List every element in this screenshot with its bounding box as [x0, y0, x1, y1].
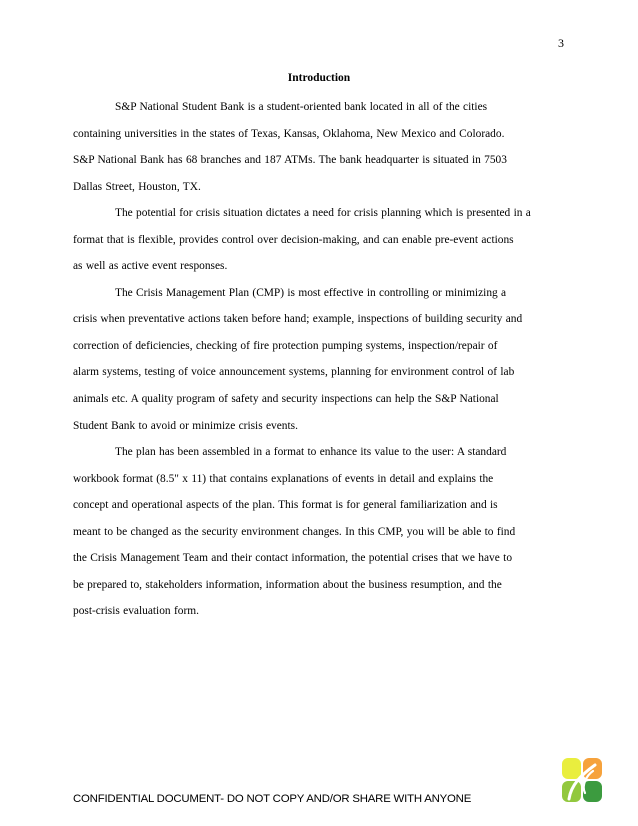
body-text: [73, 94, 565, 625]
text-line: meant to be changed as the security environment changes. In this CMP, you will be able to find: [73, 525, 516, 538]
text-line: The plan has been assembled in a format to enhance its value to the user: A standard: [115, 446, 507, 459]
logo-square-yellow: [562, 758, 581, 779]
text-line: alarm systems, testing of voice announcement systems, planning for environment control of lab: [73, 366, 515, 379]
text-line: Dallas Street, Houston, TX.: [73, 180, 201, 193]
text-line: correction of deficiencies, checking of fire protection pumping systems, inspection/repair of: [73, 339, 498, 352]
text-line: crisis when preventative actions taken before hand; example, inspections of building security and: [73, 313, 523, 326]
confidential-footer: CONFIDENTIAL DOCUMENT- DO NOT COPY AND/OR SHARE WITH ANYONE: [73, 793, 472, 805]
text-line: The potential for crisis situation dictates a need for crisis planning which is presented in a: [115, 207, 531, 220]
text-line: the Crisis Management Team and their contact information, the potential crises that we have to: [73, 552, 513, 565]
text-line: workbook format (8.5" x 11) that contains explanations of events in detail and explains the: [73, 472, 494, 485]
page-number: 3: [558, 36, 564, 50]
text-line: be prepared to, stakeholders information, information about the business resumption, and the: [73, 578, 502, 591]
text-line: S&P National Bank has 68 branches and 187 ATMs. The bank headquarter is situated in 7503: [73, 154, 507, 167]
text-line: post-crisis evaluation form.: [73, 605, 199, 618]
text-line: as well as active event responses.: [73, 260, 228, 273]
text-line: containing universities in the states of Texas, Kansas, Oklahoma, New Mexico and Colorado.: [73, 127, 505, 140]
text-line: animals etc. A quality program of safety and security inspections can help the S&P National: [73, 393, 499, 406]
text-line: concept and operational aspects of the plan. This format is for general familiarization and is: [73, 499, 498, 512]
leaf-logo-icon: [561, 757, 603, 803]
text-line: The Crisis Management Plan (CMP) is most effective in controlling or minimizing a: [115, 286, 507, 299]
text-line: Student Bank to avoid or minimize crisis events.: [73, 419, 298, 432]
section-title: Introduction: [287, 72, 351, 84]
logo-square-green: [583, 781, 602, 802]
text-line: format that is flexible, provides control over decision-making, and can enable pre-event actions: [73, 233, 514, 246]
text-line: S&P National Student Bank is a student-oriented bank located in all of the cities: [115, 101, 488, 113]
